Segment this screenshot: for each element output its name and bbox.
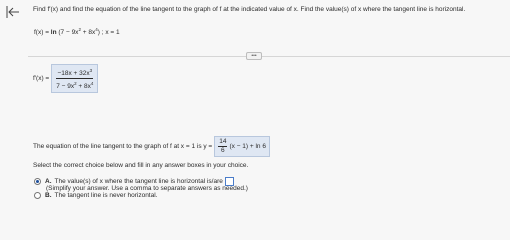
derivative-answer-box[interactable] bbox=[51, 64, 98, 93]
exponent-4: 4 bbox=[95, 27, 98, 32]
question-prompt: Find f′(x) and find the equation of the line tangent to the graph of f at the indicated value of x. Find the value(s) of x where the tangent line is horizontal. bbox=[33, 6, 466, 13]
select-choice-prompt: Select the correct choice below and fill in any answer boxes in your choice. bbox=[33, 162, 249, 169]
option-b-text: The tangent line is never horizontal. bbox=[54, 192, 158, 199]
option-a-letter: A. bbox=[45, 178, 52, 185]
denominator-text-b: + 8x bbox=[76, 83, 91, 90]
exponent-2: 2 bbox=[78, 27, 81, 32]
tangent-answer-box[interactable] bbox=[214, 136, 270, 157]
denominator-exponent-4: 4 bbox=[90, 81, 94, 86]
option-a-hint: (Simplify your answer. Use a comma to separate answers as needed.) bbox=[46, 185, 248, 192]
denominator-exponent-2: 2 bbox=[74, 81, 77, 86]
tangent-slope-fraction bbox=[218, 138, 227, 155]
function-definition bbox=[34, 27, 120, 36]
option-a-radio[interactable] bbox=[34, 178, 41, 185]
function-lhs: f(x) = bbox=[34, 29, 51, 36]
derivative-answer bbox=[33, 64, 98, 93]
tangent-rest: (x − 1) + ln 6 bbox=[229, 143, 266, 150]
derivative-lhs: f′(x) = bbox=[33, 75, 50, 82]
tangent-text: The equation of the line tangent to the graph of f at x = 1 is y = bbox=[33, 143, 213, 150]
ln-symbol: ln bbox=[50, 29, 57, 36]
function-arg-open: (7 − 9x bbox=[56, 29, 79, 36]
option-b[interactable] bbox=[34, 192, 157, 199]
numerator-exponent: 3 bbox=[89, 68, 93, 73]
option-b-letter: B. bbox=[45, 192, 52, 199]
slope-denominator: 6 bbox=[221, 147, 225, 154]
function-arg-close: ) ; x = 1 bbox=[97, 29, 120, 36]
slope-numerator: 14 bbox=[219, 138, 227, 145]
numerator-text: −18x + 32x bbox=[57, 70, 90, 77]
section-divider bbox=[28, 56, 510, 57]
function-arg-mid: + 8x bbox=[80, 29, 96, 36]
back-arrow-icon[interactable] bbox=[6, 5, 20, 19]
derivative-fraction bbox=[55, 66, 94, 91]
more-button[interactable]: ••• bbox=[246, 52, 262, 60]
denominator-text-a: 7 − 9x bbox=[56, 83, 75, 90]
tangent-line-answer bbox=[33, 136, 270, 157]
derivative-denominator bbox=[55, 79, 94, 91]
option-a-text: The value(s) of x where the tangent line is horizontal is/are bbox=[54, 178, 223, 185]
derivative-numerator bbox=[56, 66, 93, 79]
option-b-radio[interactable] bbox=[34, 192, 41, 199]
